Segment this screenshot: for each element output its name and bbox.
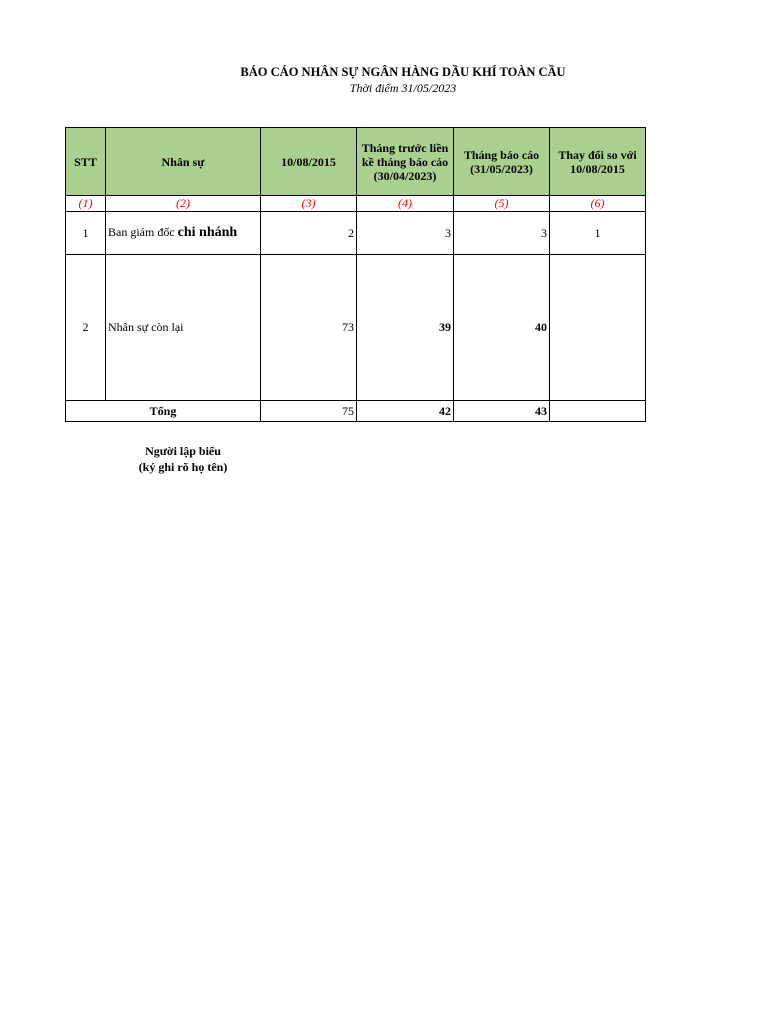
- row-2015: 73: [261, 255, 357, 401]
- row-name: [106, 212, 261, 255]
- index-cell: (5): [454, 196, 550, 212]
- total-row: [66, 401, 646, 422]
- index-cell: (4): [357, 196, 454, 212]
- row-prev: 3: [357, 212, 454, 255]
- index-cell: (1): [66, 196, 106, 212]
- total-change: [550, 401, 646, 422]
- header-stt: STT: [66, 128, 106, 196]
- header-report-month: Tháng báo cáo (31/05/2023): [454, 128, 550, 196]
- row-stt: 1: [66, 212, 106, 255]
- row-current: 40: [454, 255, 550, 401]
- row-2015: 2: [261, 212, 357, 255]
- header-change: Thay đổi so với 10/08/2015: [550, 128, 646, 196]
- header-2015: 10/08/2015: [261, 128, 357, 196]
- report-title: BÁO CÁO NHÂN SỰ NGÂN HÀNG DẦU KHÍ TOÀN CẦU: [240, 65, 566, 79]
- index-row: [66, 196, 646, 212]
- row-current: 3: [454, 212, 550, 255]
- row-name: Nhân sự còn lại: [106, 255, 261, 401]
- row-change: 1: [550, 212, 646, 255]
- signature-title: Người lập biểu: [145, 444, 221, 458]
- index-cell: (2): [106, 196, 261, 212]
- row-stt: 2: [66, 255, 106, 401]
- header-row: [66, 128, 646, 196]
- report-subtitle: Thời điểm 31/05/2023: [349, 81, 457, 95]
- row-name-bold: chi nhánh: [177, 225, 238, 240]
- row-name-plain: Ban giám đốc: [108, 225, 178, 239]
- total-current: 43: [454, 401, 550, 422]
- header-prev-month: Tháng trước liền kề tháng báo cáo (30/04/2023): [357, 128, 454, 196]
- table-row: [66, 212, 646, 255]
- total-2015: 75: [261, 401, 357, 422]
- total-prev: 42: [357, 401, 454, 422]
- signature-note: (ký ghi rõ họ tên): [138, 460, 228, 474]
- total-label: Tổng: [66, 401, 261, 422]
- table-row: [66, 255, 646, 401]
- row-change: [550, 255, 646, 401]
- header-nhan-su: Nhân sự: [106, 128, 261, 196]
- personnel-table: [65, 127, 646, 422]
- index-cell: (3): [261, 196, 357, 212]
- index-cell: (6): [550, 196, 646, 212]
- row-prev: 39: [357, 255, 454, 401]
